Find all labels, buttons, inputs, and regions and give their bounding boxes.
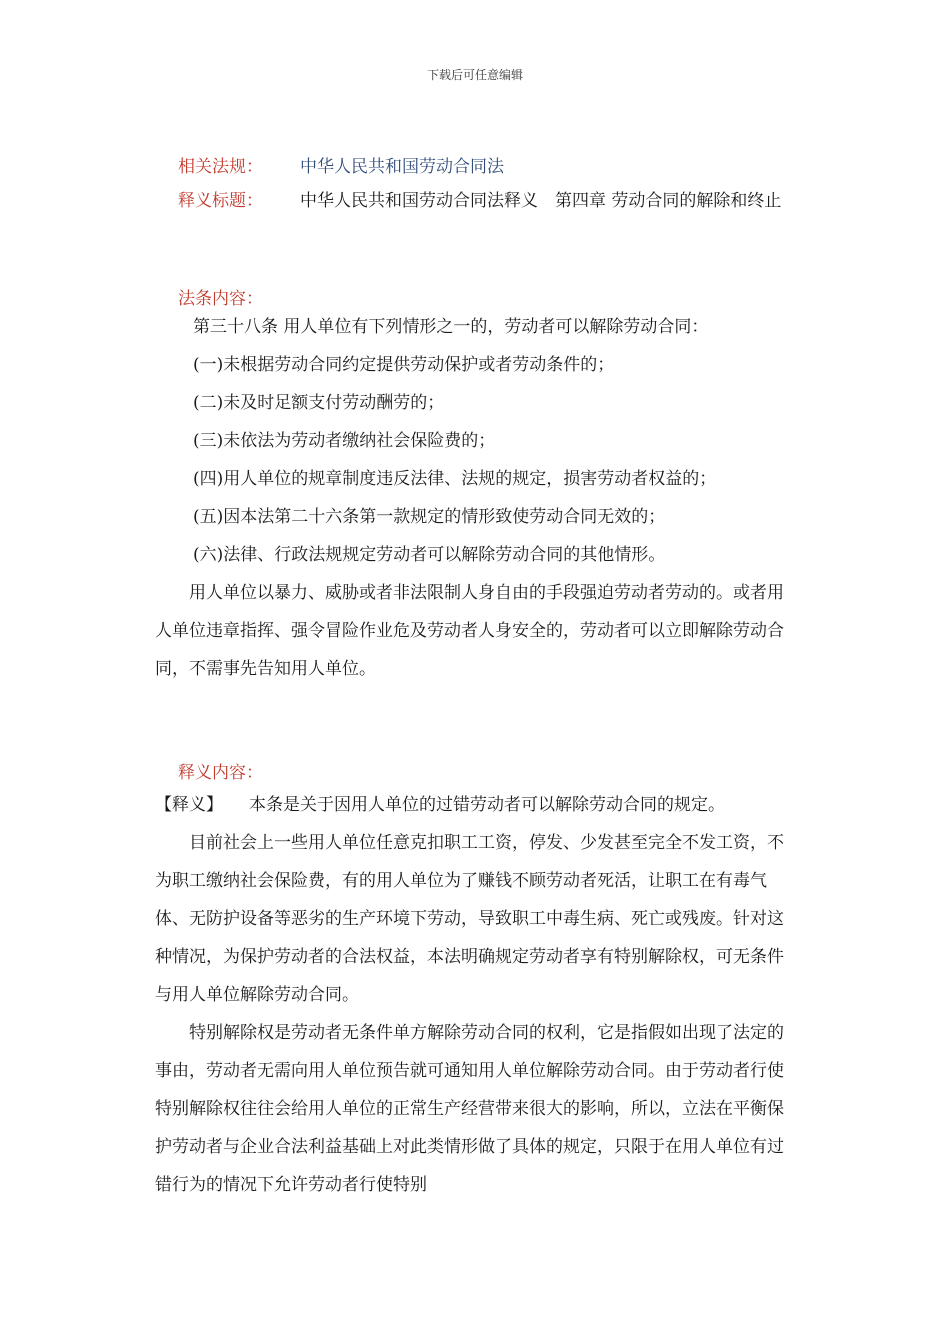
interpretation-body [155, 786, 791, 1204]
interpretation-paragraph-2: 特别解除权是劳动者无条件单方解除劳动合同的权利，它是指假如出现了法定的事由，劳动者无需向用人单位预告就可通知用人单位解除劳动合同。由于劳动者行使特别解除权往往会给用人单位的正常生产经营带来很大的影响，所以，立法在平衡保护劳动者与企业合法利益基础上对此类情形做了具体的规定，只限于在用人单位有过错行为的情况下允许劳动者行使特别 [155, 1023, 784, 1195]
law-value: 中华人民共和国劳动合同法 [300, 157, 504, 177]
page-header: 下载后可任意编辑 [426, 68, 523, 82]
interpretation-lead [155, 786, 791, 824]
interpretation-paragraph-1: 目前社会上一些用人单位任意克扣职工工资，停发、少发甚至完全不发工资，不为职工缴纳社会保险费，有的用人单位为了赚钱不顾劳动者死活，让职工在有毒气体、无防护设备等恶劣的生产环境下劳动，导致职工中毒生病、死亡或残废。针对这种情况，为保护劳动者的合法权益，本法明确规定劳动者享有特别解除权，可无条件与用人单位解除劳动合同。 [155, 833, 784, 1005]
article-closing: 用人单位以暴力、威胁或者非法限制人身自由的手段强迫劳动者劳动的。或者用人单位违章指挥、强令冒险作业危及劳动者人身安全的，劳动者可以立即解除劳动合同，不需事先告知用人单位。 [155, 583, 784, 679]
article-body [155, 308, 791, 688]
article-item-3: (三)未依法为劳动者缴纳社会保险费的； [193, 431, 496, 451]
article-section-label: 法条内容： [178, 289, 263, 309]
title-value: 中华人民共和国劳动合同法释义 第四章 劳动合同的解除和终止 [300, 191, 782, 211]
article-item-1: (一)未根据劳动合同约定提供劳动保护或者劳动条件的； [193, 355, 615, 375]
article-item-4: (四)用人单位的规章制度违反法律、法规的规定，损害劳动者权益的； [193, 469, 717, 489]
interpretation-tag: 【释义】 [155, 795, 223, 815]
article-item-2: (二)未及时足额支付劳动酬劳的； [193, 393, 445, 413]
interpretation-lead-text: 本条是关于因用人单位的过错劳动者可以解除劳动合同的规定。 [249, 795, 725, 815]
law-label: 相关法规： [178, 157, 263, 177]
article-item-6: (六)法律、行政法规规定劳动者可以解除劳动合同的其他情形。 [193, 545, 666, 565]
article-lead: 第三十八条 用人单位有下列情形之一的，劳动者可以解除劳动合同： [193, 317, 709, 337]
title-label: 释义标题： [178, 191, 263, 211]
article-item-5: (五)因本法第二十六条第一款规定的情形致使劳动合同无效的； [193, 507, 666, 527]
interpretation-section-label: 释义内容： [178, 763, 263, 783]
